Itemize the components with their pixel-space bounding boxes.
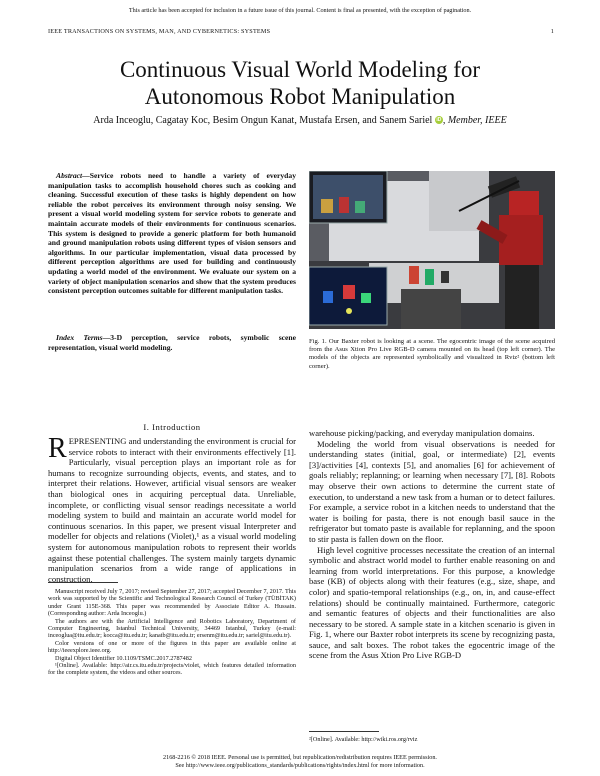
section-heading-introduction: I. Introduction <box>143 422 201 432</box>
introduction-left-column <box>48 433 296 584</box>
title-line-2: Autonomous Robot Manipulation <box>144 84 456 109</box>
abstract-label: Abstract <box>56 171 83 180</box>
intro-paragraph-3: High level cognitive processes necessitate the creation of an internal symbolic and abstract world model to further enable reasoning on and learning from world interpretations. For this purpose, a knowledge base (KB) of objects along with their features (e.g., size, shape, and color) and spatio-temporal relationships (e.g., on, in, and cause-effect relations) should be continually maintained. Furthermore, categoric and semantic features of objects and their functionalities are also necessary to be stored. A sample state in a kitchen scenario is given in Fig. 1, where our Baxter robot interprets its scene by recognizing pasta, sauce, and salt boxes. The robot takes the egocentric image of the scene from the Asus Xtion Pro Live RGB-D <box>309 544 555 661</box>
journal-name: IEEE TRANSACTIONS ON SYSTEMS, MAN, AND CYBERNETICS: SYSTEMS <box>48 28 271 35</box>
figure-1-caption: Fig. 1. Our Baxter robot is looking at a scene. The egocentric image of the scene acquired from the Asus Xtion Pro Live RGB-D camera mounted on its head (top left corner). The models of the objects are represented symbolically and visualized in Rviz² (bottom left corner). <box>309 338 555 370</box>
footnotes-left <box>48 588 296 677</box>
figure-1-photo <box>309 171 555 329</box>
intro-first-word: EPRESENTING <box>68 436 127 446</box>
member-designation: , Member, IEEE <box>442 115 507 126</box>
copyright-line-2: See http://www.ieee.org/publications_standards/publications/rights/index.html for more information. <box>175 761 425 769</box>
manuscript-note: Manuscript received July 7, 2017; revised September 27, 2017; accepted December 7, 2017. This work was supported by the Scientific and Technological Research Council of Turkey (TÜBİTAK) under Grant 115E-368. This paper was recommended by Associate Editor A. Hussain. (Corresponding author: Arda Inceoglu.) <box>48 588 296 618</box>
page-number: 1 <box>550 28 554 35</box>
introduction-right-column <box>309 428 555 661</box>
doi-note: Digital Object Identifier 10.1109/TSMC.2017.2787482 <box>55 654 192 662</box>
color-note: Color versions of one or more of the figures in this paper are available online at http://ieeexplore.ieee.org. <box>48 639 296 655</box>
footnote-divider-right <box>309 731 379 732</box>
intro-paragraph-2: Modeling the world from visual observations is needed for understanding states (initial, goal, or intermediate) [2], events [3]/activities [4], contexts [5], and anomalies [6] for achievement of goals reliably; replanning; or learning when necessary [7], [8]. Robots may observe their own actions to determine the current state of execution, to understand a new task from a human or to detect failures. For example, a service robot in a kitchen needs to understand that the water is boiling for pasta, there is not enough basil sauce in the refrigerator but tomato paste is available for replanning, and the spoon to stir pasta is fallen down on the floor. <box>309 438 555 544</box>
abstract <box>48 171 296 296</box>
paper-title <box>40 56 560 110</box>
robot-scene-illustration <box>309 171 555 329</box>
abstract-text: —Service robots need to handle a variety of everyday manipulation tasks to accomplish household chores such as cooking and cleaning. Successful execution of these tasks is highly dependent on how reliable the robot perceives its environment through noisy sensing. We present a visual world modeling system for service robots to generate and maintain accurate models of their environments for continuous scenarios. This system is designed to provide a generic platform for both humanoid and ground manipulation robots using different types of vision sensors and algorithms. In our particular implementation, visual data processed by different perception algorithms are used for building and continuously updating a world model of the environment. We evaluate our system on a variety of object manipulation scenarios and show that the system produces consistent perception outcomes suitable for different manipulation tasks. <box>48 171 296 296</box>
acceptance-notice: This article has been accepted for inclusion in a future issue of this journal. Content is final as presented, with the exception of pagination. <box>128 7 472 14</box>
title-line-1: Continuous Visual World Modeling for <box>119 57 481 82</box>
intro-text-left: and understanding the environment is crucial for service robots to interact with their environments effectively [1]. Particularly, visual perception plays an important role as for humans to recognize surrounding objects, events, and states, and to interpret their relations. However, artificial visual sensors are weaker than biological ones in acquiring perceptual data. Unreliable, incomplete, or conflicting visual sensor readings necessitate a world modeling system to build and maintain an accurate world model for continuous scenarios. In this paper, we present visual Interpreter and modeller for objects and relations (Violet),¹ as a visual world modeling system for autonomous manipulation robots to represent their worlds against these potential challenges. The system mainly targets dynamic manipulation scenarios from a wide range of applications in construction, <box>48 436 296 584</box>
author-names: Arda Inceoglu, Cagatay Koc, Besim Ongun Kanat, Mustafa Ersen, and Sanem Sariel <box>93 115 433 126</box>
index-terms-label: Index Terms <box>56 333 103 342</box>
footnote-divider-left <box>48 582 118 583</box>
running-header <box>48 28 554 35</box>
index-terms <box>48 333 296 352</box>
drop-cap: R <box>48 433 67 464</box>
author-line <box>40 115 560 126</box>
intro-paragraph-continued: warehouse picking/packing, and everyday manipulation domains. <box>309 428 535 438</box>
copyright-footer <box>0 754 600 769</box>
footnote-1: ¹[Online]. Available: http://air.cs.itu.edu.tr/projects/violet, which features detailed information for the complete system, the videos and other sources. <box>48 662 296 677</box>
affiliation-note: The authors are with the Artificial Intelligence and Robotics Laboratory, Department of Computer Engineering, Istanbul Technical University, 34469 Istanbul, Turkey (e-mail: inceoglua@itu.edu.tr; kocca@itu.edu.tr; kanatb@itu.edu.tr; ersenm@itu.edu.tr; sariel@itu.edu.tr). <box>48 617 296 640</box>
copyright-line-1: 2168-2216 © 2018 IEEE. Personal use is permitted, but republication/redistribution requires IEEE permission. <box>163 754 437 761</box>
orcid-icon[interactable]: iD <box>436 117 442 123</box>
footnote-2: ²[Online]. Available: http://wiki.ros.org/rviz <box>309 736 418 743</box>
index-terms-text: —3-D perception, service robots, symbolic scene representation, visual world modeling. <box>48 333 297 352</box>
